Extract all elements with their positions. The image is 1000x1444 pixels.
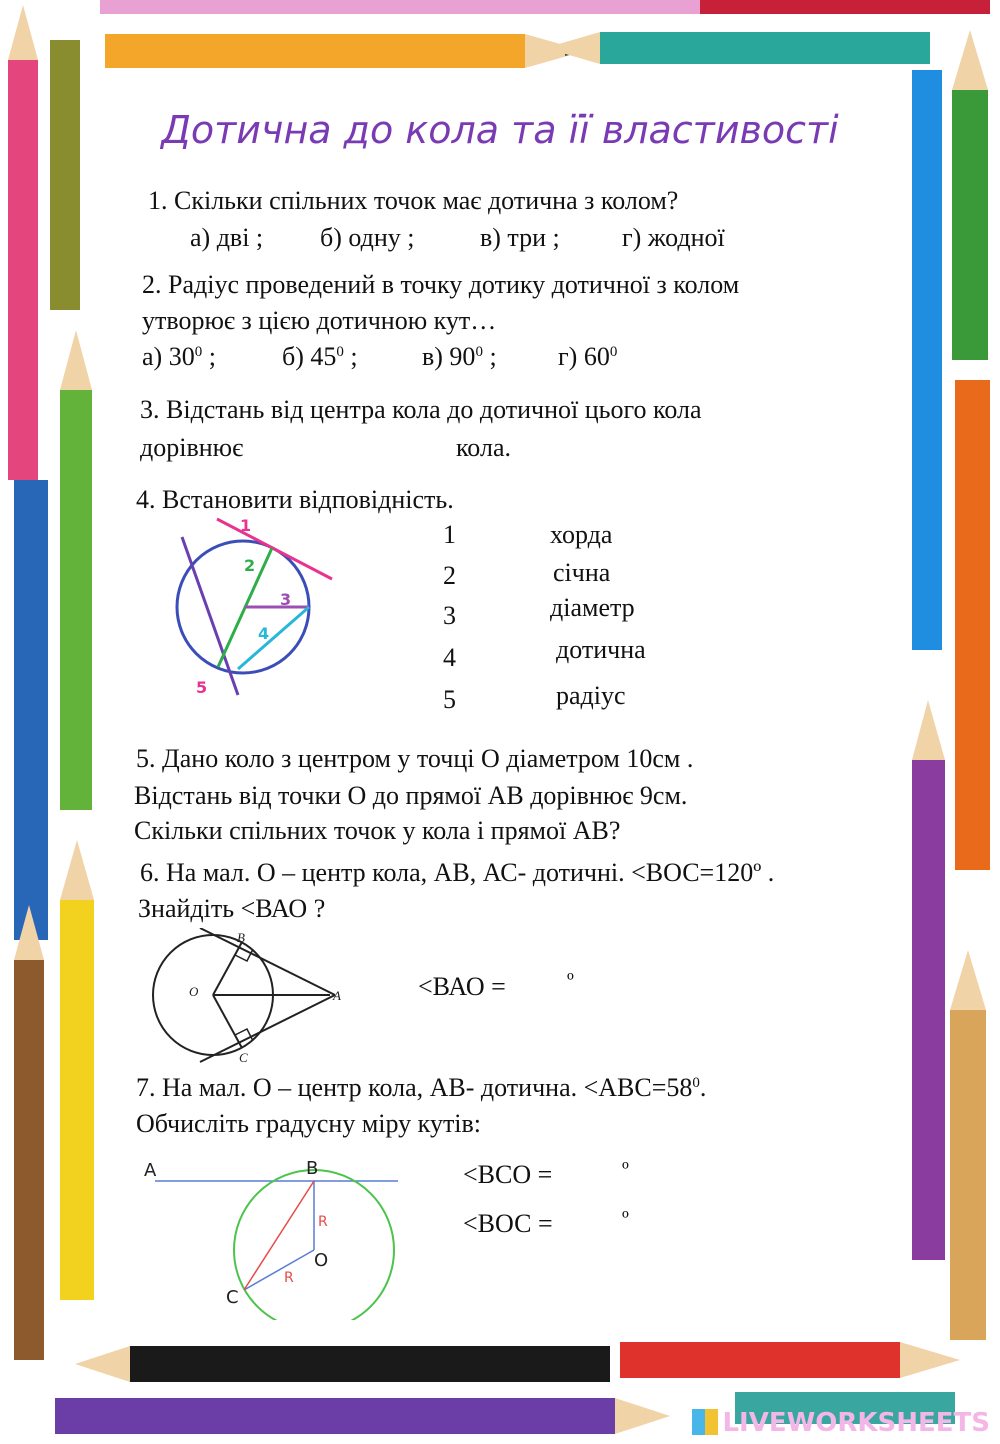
fig7-label-r2: R — [284, 1270, 294, 1286]
q7-answer-bco-label: <ВСО = — [463, 1160, 553, 1189]
fig7-label-b: B — [306, 1158, 319, 1179]
question-2-line2: утворює з цією дотичною кут… — [142, 306, 497, 335]
question-4: 4. Встановити відповідність. — [136, 485, 454, 514]
q6-degree-sign: º — [567, 968, 574, 993]
question-5-line2: Відстань від точки О до прямої АВ дорівнює 9см. — [134, 781, 688, 810]
question-7-line1: 7. На мал. О – центр кола, АВ- дотична. $<АВС=58^0$. — [136, 1073, 707, 1102]
question-3-prefix: дорівнює — [140, 433, 244, 462]
fig4-label-5: 5 — [196, 678, 208, 697]
question-1: 1. Скільки спільних точок має дотична з колом? — [148, 186, 679, 215]
match-number-3[interactable]: 3 — [443, 601, 456, 630]
q1-option-c[interactable]: в) три ; — [480, 223, 560, 252]
fig7-label-o: O — [314, 1250, 329, 1271]
q7-bco-degree: º — [622, 1157, 629, 1182]
fig6-label-o: O — [189, 984, 199, 999]
question-6-line1: 6. На мал. О – центр кола, АВ, АС- дотичні. <ВОС=120º . — [140, 858, 775, 887]
q6-tangent-figure — [145, 928, 355, 1068]
fig4-label-4: 4 — [258, 624, 270, 643]
fig6-label-b: B — [237, 930, 245, 945]
match-term-radius[interactable]: радіус — [556, 681, 626, 710]
q4-circle-figure — [160, 515, 350, 715]
liveworksheets-logo-icon — [692, 1409, 718, 1435]
match-number-4[interactable]: 4 — [443, 643, 456, 672]
question-7-line2: Обчисліть градусну міру кутів: — [136, 1109, 482, 1138]
question-5-line1: 5. Дано коло з центром у точці О діаметром 10см . — [136, 744, 694, 773]
fig4-label-2: 2 — [244, 556, 256, 575]
q2-option-b[interactable]: б) $45^0$ ; — [282, 342, 358, 371]
fig6-label-a: A — [333, 988, 341, 1003]
q3-answer-input[interactable] — [262, 430, 447, 462]
q7-tangent-figure — [140, 1150, 410, 1320]
match-term-diameter[interactable]: діаметр — [550, 593, 635, 622]
fig7-label-a: A — [144, 1160, 157, 1181]
page-title: Дотична до кола та її властивості — [161, 108, 839, 152]
q6-answer-label: <ВАО = — [418, 972, 506, 1001]
q7-boc-degree: º — [622, 1206, 629, 1231]
fig6-label-c: C — [239, 1050, 248, 1065]
q1-option-d[interactable]: г) жодної — [622, 223, 725, 252]
fig7-label-c: C — [226, 1287, 239, 1308]
match-term-secant[interactable]: січна — [553, 558, 611, 587]
question-3-line1: 3. Відстань від центра кола до дотичної цього кола — [140, 395, 702, 424]
q7-answer-boc-input[interactable] — [580, 1207, 620, 1239]
q1-option-a[interactable]: а) дві ; — [190, 223, 264, 252]
match-number-5[interactable]: 5 — [443, 685, 456, 714]
fig7-label-r1: R — [318, 1214, 328, 1230]
fig4-label-1: 1 — [240, 516, 252, 535]
question-6-line2: Знайдіть <ВАО ? — [138, 894, 326, 923]
match-number-2[interactable]: 2 — [443, 561, 456, 590]
q2-option-c[interactable]: в) $90^0$ ; — [422, 342, 497, 371]
q7-answer-bco-input[interactable] — [580, 1158, 620, 1190]
q2-option-a[interactable]: а) $30^0$ ; — [142, 342, 216, 371]
q1-option-b[interactable]: б) одну ; — [320, 223, 415, 252]
match-number-1[interactable]: 1 — [443, 520, 456, 549]
match-term-tangent[interactable]: дотична — [556, 635, 646, 664]
fig4-label-3: 3 — [280, 590, 292, 609]
liveworksheets-watermark: LIVEWORKSHEETS — [692, 1408, 990, 1438]
question-2-line1: 2. Радіус проведений в точку дотику дотичної з колом — [142, 270, 740, 299]
q7-answer-boc-label: <ВОС = — [463, 1209, 553, 1238]
question-3-suffix: кола. — [456, 433, 511, 462]
q2-option-d[interactable]: г) $60^0$ — [558, 342, 618, 371]
q6-answer-input[interactable] — [530, 970, 564, 1002]
match-term-chord[interactable]: хорда — [550, 520, 613, 549]
question-5-line3: Скільки спільних точок у кола і прямої АВ? — [134, 816, 621, 845]
